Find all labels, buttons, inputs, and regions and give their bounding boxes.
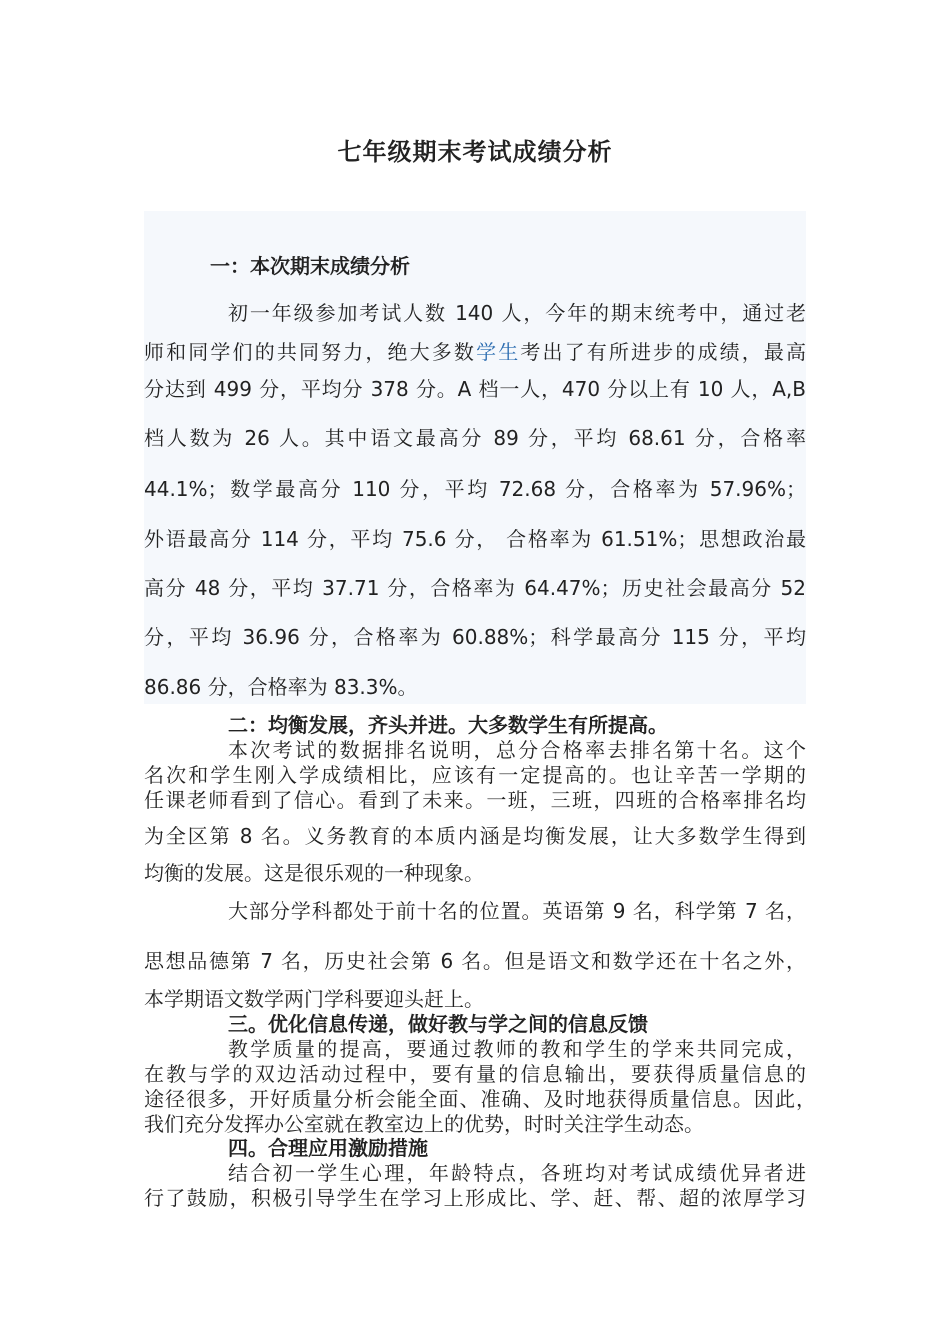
- paragraph-line: 档人数为 26 人。其中语文最高分 89 分，平均 68.61 分，合格率: [144, 426, 806, 450]
- paragraph-line: [144, 336, 806, 365]
- student-link[interactable]: 学生: [476, 340, 521, 364]
- document-title: 七年级期末考试成绩分析: [337, 138, 613, 166]
- section-4-heading: 四。合理应用激励措施: [228, 1136, 428, 1160]
- paragraph-line: 行了鼓励，积极引导学生在学习上形成比、学、赶、帮、超的浓厚学习: [144, 1186, 806, 1210]
- paragraph-line: 思想品德第 7 名，历史社会第 6 名。但是语文和数学还在十名之外，: [144, 949, 806, 973]
- paragraph-line: 任课老师看到了信心。看到了未来。一班，三班，四班的合格率排名均: [144, 788, 806, 812]
- paragraph-line: 我们充分发挥办公室就在教室边上的优势，时时关注学生动态。: [144, 1112, 704, 1136]
- section-2-heading: 二：均衡发展，齐头并进。大多数学生有所提高。: [228, 713, 668, 737]
- text-run: 师和同学们的共同努力，绝大多数: [144, 340, 477, 364]
- paragraph-line: 分，平均 36.96 分，合格率为 60.88%；科学最高分 115 分，平均: [144, 625, 806, 649]
- paragraph-line: 外语最高分 114 分，平均 75.6 分， 合格率为 61.51%；思想政治最: [144, 527, 806, 551]
- paragraph-line: 途径很多，开好质量分析会能全面、准确、及时地获得质量信息。因此，: [144, 1087, 816, 1111]
- paragraph-line: 名次和学生刚入学成绩相比，应该有一定提高的。也让辛苦一学期的: [144, 763, 806, 787]
- paragraph-line: 在教与学的双边活动过程中，要有量的信息输出，要获得质量信息的: [144, 1062, 806, 1086]
- paragraph-line: 均衡的发展。这是很乐观的一种现象。: [144, 861, 484, 885]
- text-run: 考出了有所进步的成绩，最高: [520, 340, 807, 364]
- paragraph-line: 86.86 分，合格率为 83.3%。: [144, 675, 418, 699]
- paragraph-line: 初一年级参加考试人数 140 人，今年的期末统考中，通过老: [228, 301, 806, 325]
- paragraph-line: 结合初一学生心理，年龄特点，各班均对考试成绩优异者进: [228, 1161, 806, 1185]
- paragraph-line: 大部分学科都处于前十名的位置。英语第 9 名，科学第 7 名，: [228, 899, 806, 923]
- paragraph-line: 本学期语文数学两门学科要迎头赶上。: [144, 987, 484, 1011]
- section-1-heading: 一：本次期末成绩分析: [210, 254, 410, 278]
- paragraph-line: 教学质量的提高，要通过教师的教和学生的学来共同完成，: [228, 1037, 806, 1061]
- section-3-heading: 三。优化信息传递，做好教与学之间的信息反馈: [228, 1012, 648, 1036]
- paragraph-line: 分达到 499 分，平均分 378 分。A 档一人，470 分以上有 10 人，A,B: [144, 377, 806, 401]
- paragraph-line: 高分 48 分，平均 37.71 分，合格率为 64.47%；历史社会最高分 52: [144, 576, 806, 600]
- paragraph-line: 44.1%；数学最高分 110 分，平均 72.68 分，合格率为 57.96%；: [144, 477, 806, 501]
- paragraph-line: 本次考试的数据排名说明，总分合格率去排名第十名。这个: [228, 738, 806, 762]
- paragraph-line: 为全区第 8 名。义务教育的本质内涵是均衡发展，让大多数学生得到: [144, 824, 806, 848]
